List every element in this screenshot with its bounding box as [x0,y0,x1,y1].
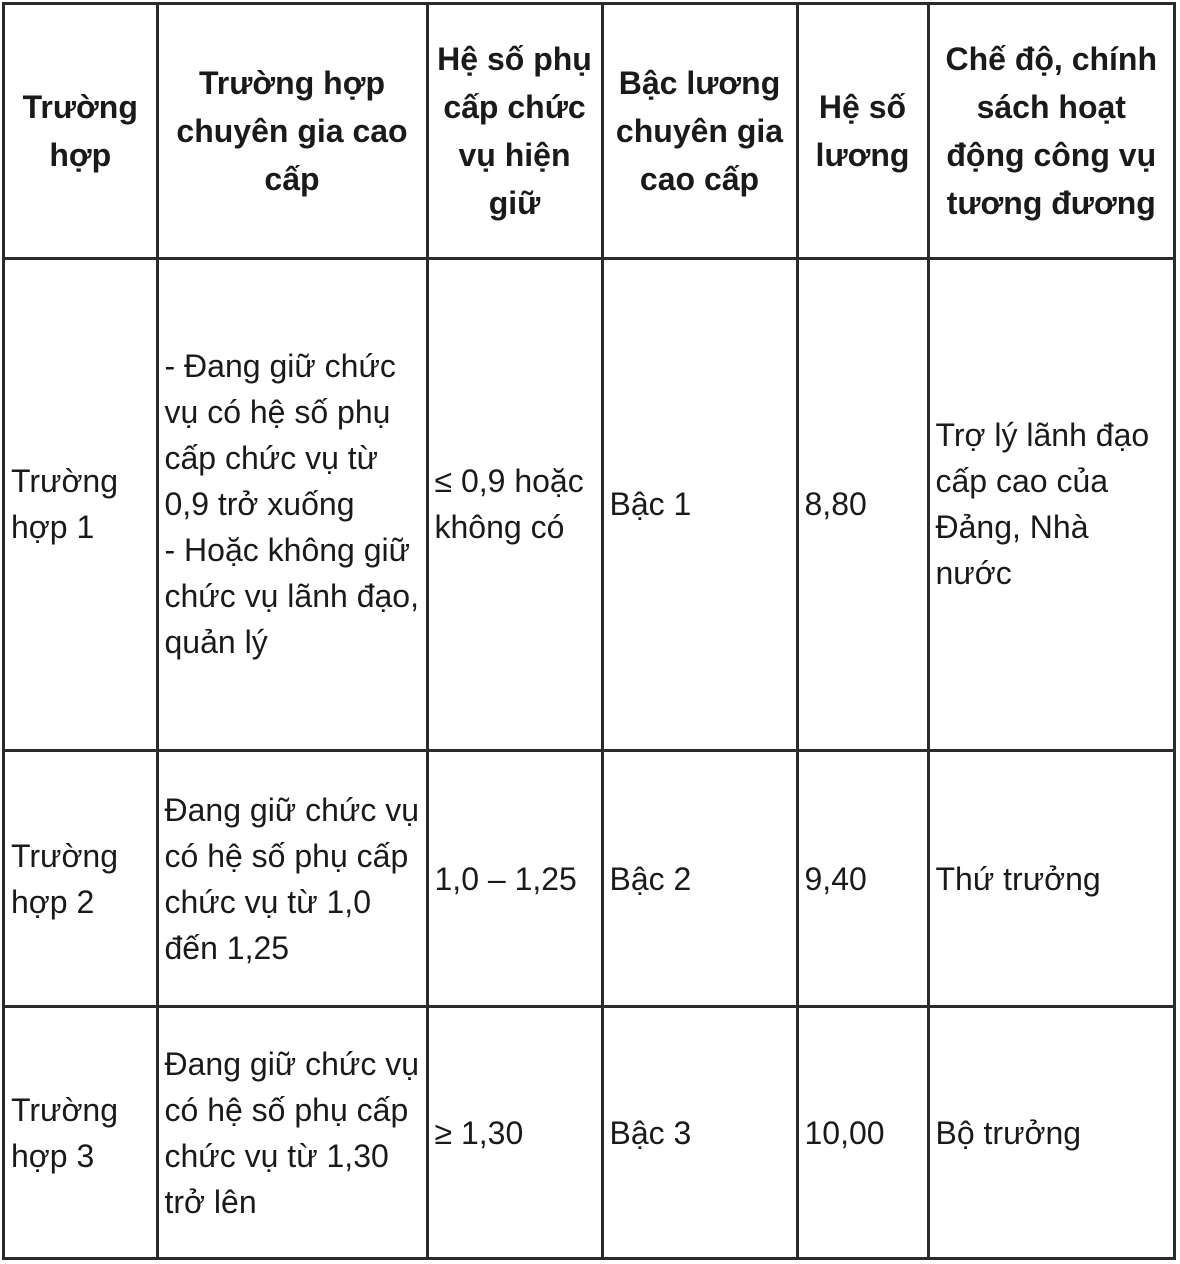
header-case: Trường hợp [5,5,157,258]
table-row [5,258,1173,750]
cell-coefficient: 10,00 [797,1007,928,1257]
salary-table [5,5,1173,1257]
description-line: Đang giữ chức vụ có hệ số phụ cấp chức vụ từ 1,30 trở lên [164,1045,420,1220]
cell-description [157,751,427,1007]
cell-description [157,1007,427,1257]
description-line: - Hoặc không giữ chức vụ lãnh đạo, quản lý [164,532,419,661]
cell-case: Trường hợp 1 [5,258,157,750]
table-row [5,1007,1173,1257]
header-expert-grade: Bậc lương chuyên gia cao cấp [602,5,797,258]
cell-grade: Bậc 2 [602,751,797,1007]
header-equivalent-policy: Chế độ, chính sách hoạt động công vụ tương đương [928,5,1173,258]
cell-case: Trường hợp 3 [5,1007,157,1257]
cell-allowance: ≥ 1,30 [427,1007,602,1257]
cell-case: Trường hợp 2 [5,751,157,1007]
header-expert-case: Trường hợp chuyên gia cao cấp [157,5,427,258]
cell-description [157,258,427,750]
table-header-row [5,5,1173,258]
table-row [5,751,1173,1007]
cell-allowance: ≤ 0,9 hoặc không có [427,258,602,750]
cell-allowance: 1,0 – 1,25 [427,751,602,1007]
header-salary-coefficient: Hệ số lương [797,5,928,258]
header-allowance-coefficient: Hệ số phụ cấp chức vụ hiện giữ [427,5,602,258]
salary-table-container [2,2,1176,1260]
cell-grade: Bậc 3 [602,1007,797,1257]
cell-grade: Bậc 1 [602,258,797,750]
cell-coefficient: 8,80 [797,258,928,750]
cell-equivalent: Trợ lý lãnh đạo cấp cao của Đảng, Nhà nước [928,258,1173,750]
description-line: Đang giữ chức vụ có hệ số phụ cấp chức vụ từ 1,0 đến 1,25 [164,791,420,966]
cell-equivalent: Thứ trưởng [928,751,1173,1007]
cell-equivalent: Bộ trưởng [928,1007,1173,1257]
description-line: - Đang giữ chức vụ có hệ số phụ cấp chức vụ từ 0,9 trở xuống [164,348,396,523]
cell-coefficient: 9,40 [797,751,928,1007]
